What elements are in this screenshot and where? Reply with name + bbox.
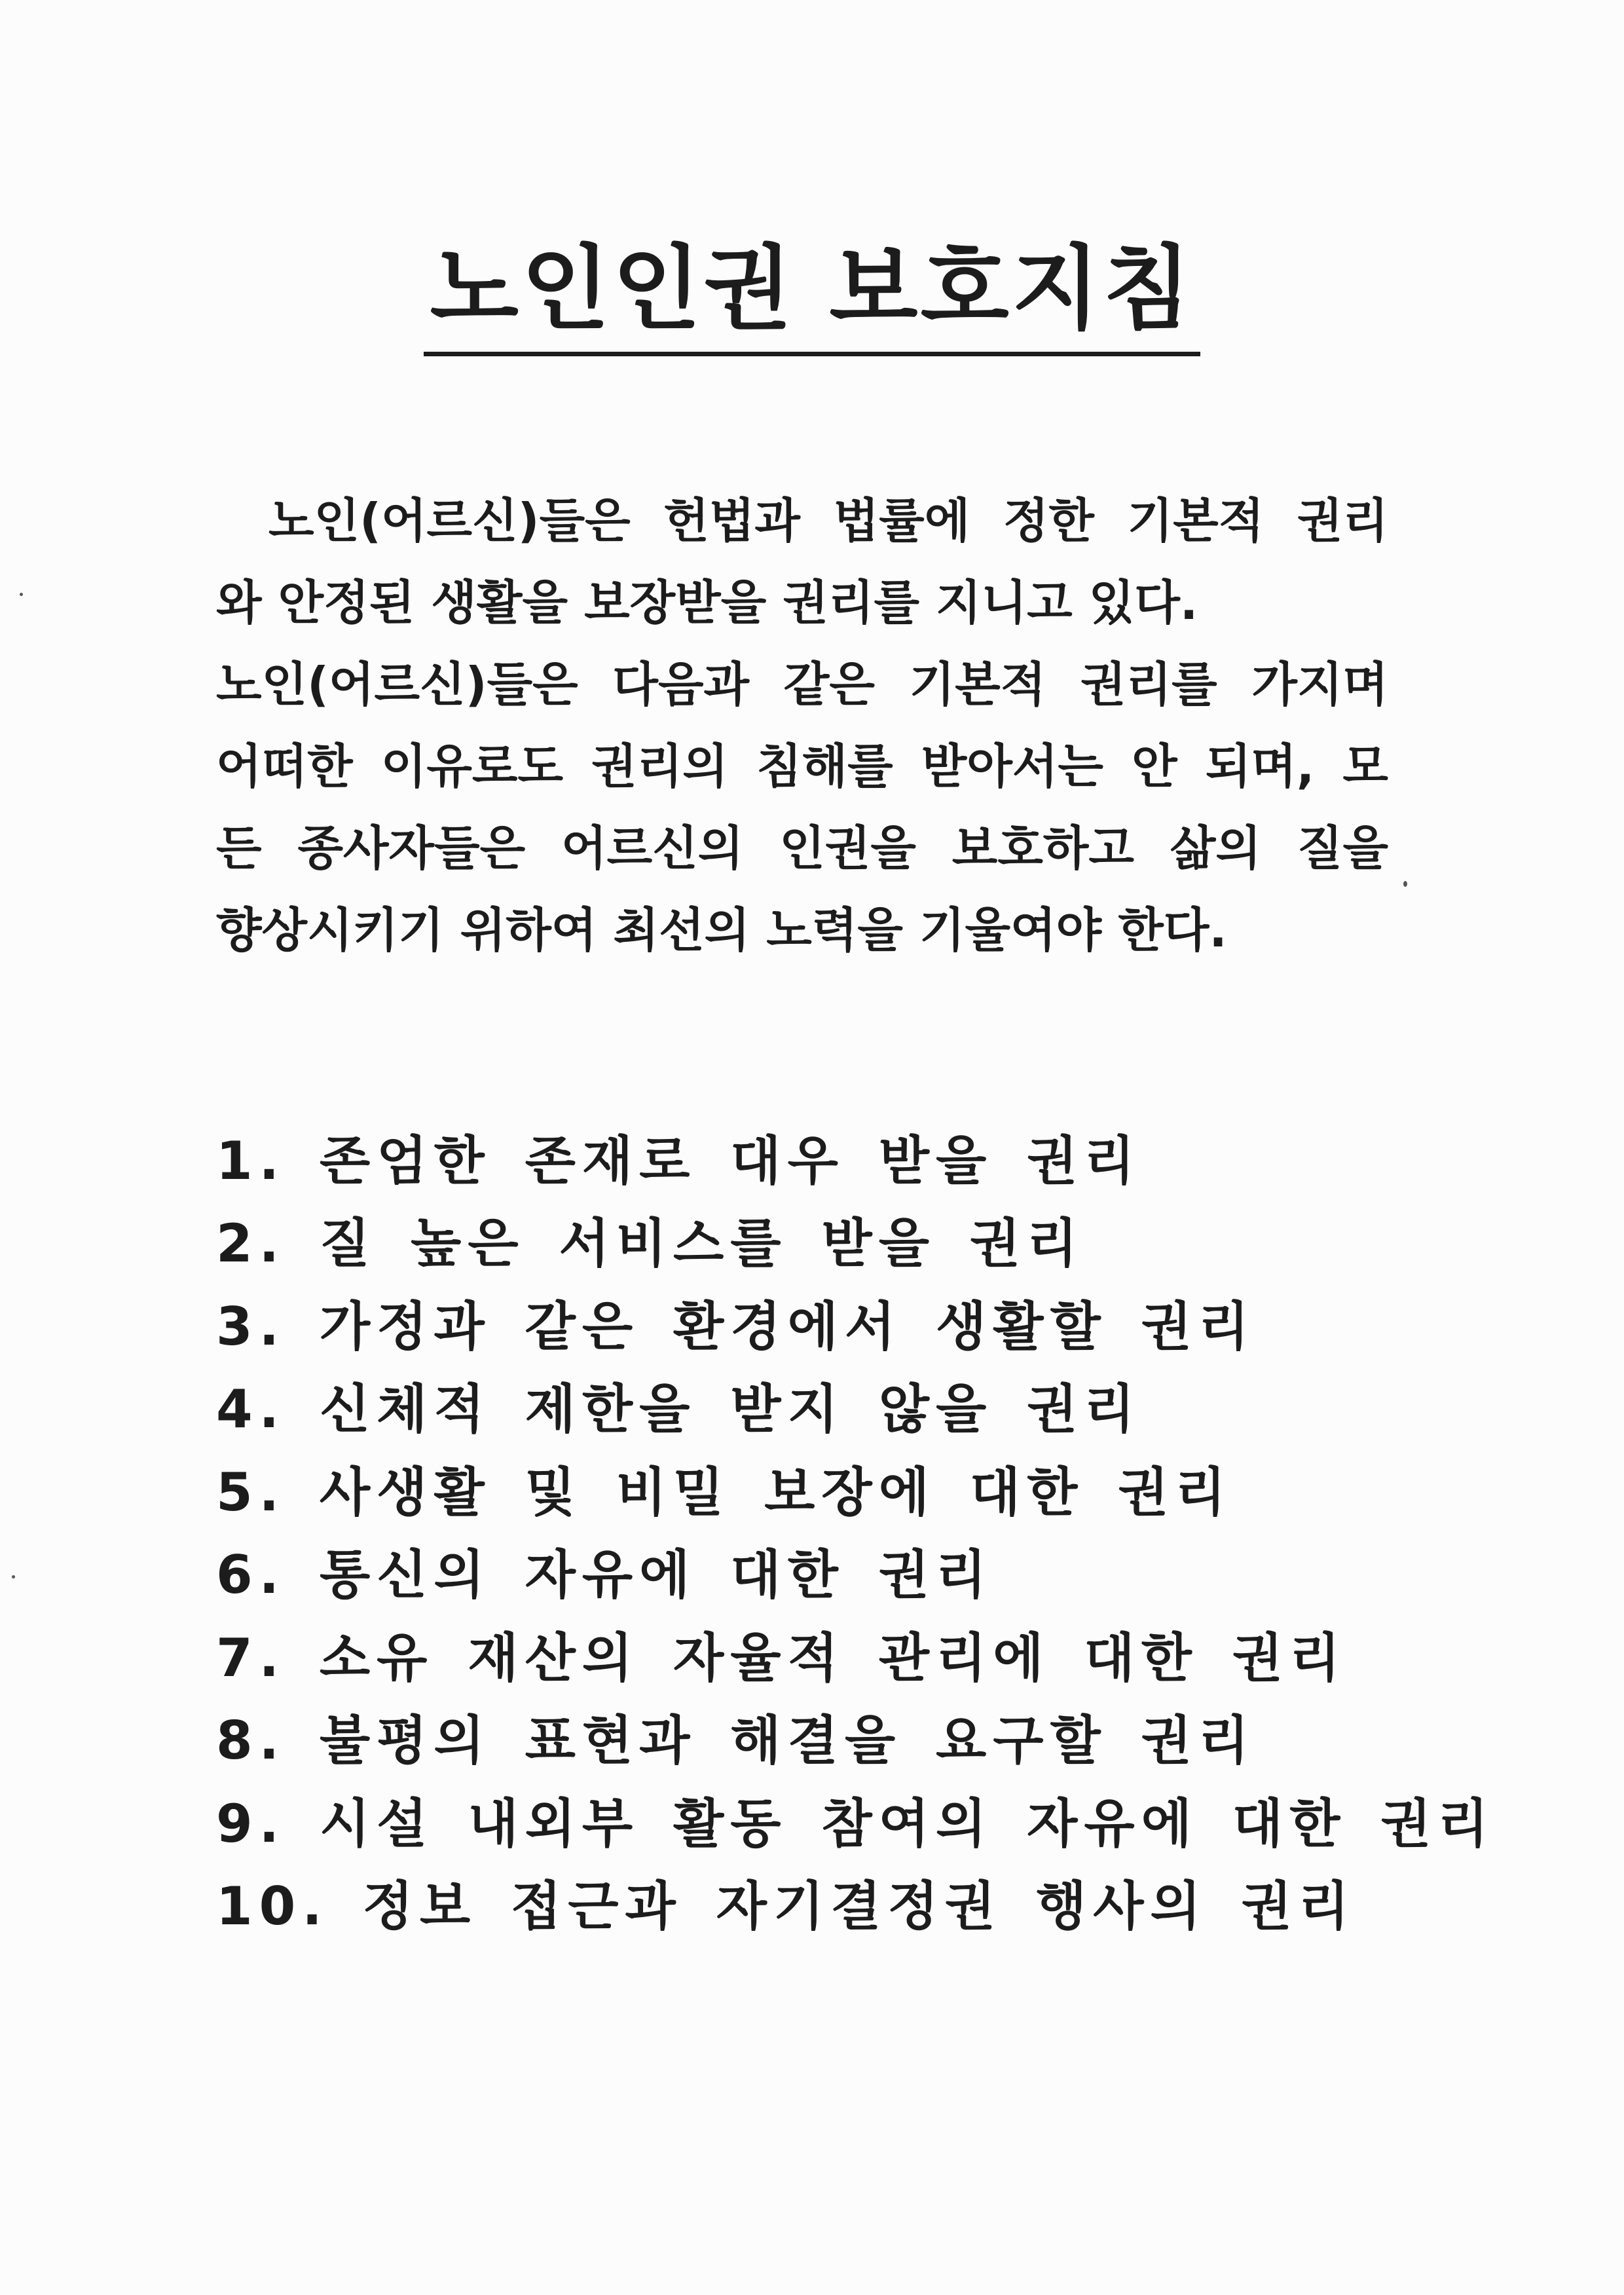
scan-speck [1403, 881, 1407, 887]
list-item: 4. 신체적 제한을 받지 않을 권리 [216, 1379, 1141, 1440]
intro-line: 와 안정된 생활을 보장받을 권리를 지니고 있다. [216, 575, 1198, 630]
intro-line: 노인(어르신)들은 다음과 같은 기본적 권리를 가지며 [216, 657, 1388, 712]
page-title-text: 노인인권 보호지침 [424, 236, 1201, 356]
intro-line: 어떠한 이유로도 권리의 침해를 받아서는 안 되며, 모 [216, 739, 1388, 794]
intro-line: 노인(어르신)들은 헌법과 법률에 정한 기본적 권리 [268, 493, 1388, 548]
scan-speck [20, 593, 23, 596]
list-item: 8. 불평의 표현과 해결을 요구할 권리 [216, 1710, 1256, 1771]
list-item: 7. 소유 재산의 자율적 관리에 대한 권리 [216, 1628, 1347, 1689]
list-item: 9. 시설 내외부 활동 참여의 자유에 대한 권리 [216, 1793, 1495, 1854]
page-title [0, 236, 1624, 343]
intro-line: 향상시키기 위하여 최선의 노력을 기울여야 한다. [216, 903, 1227, 958]
list-item: 2. 질 높은 서비스를 받을 권리 [216, 1213, 1084, 1274]
scan-speck [12, 1575, 15, 1578]
intro-line: 든 종사자들은 어르신의 인권을 보호하고 삶의 질을 [216, 821, 1388, 876]
list-item: 6. 통신의 자유에 대한 권리 [216, 1544, 993, 1605]
list-item: 3. 가정과 같은 환경에서 생활할 권리 [216, 1296, 1256, 1357]
list-item: 1. 존엄한 존재로 대우 받을 권리 [216, 1130, 1141, 1191]
list-item: 5. 사생활 및 비밀 보장에 대한 권리 [216, 1462, 1232, 1523]
list-item: 10. 정보 접근과 자기결정권 행사의 권리 [216, 1876, 1356, 1937]
